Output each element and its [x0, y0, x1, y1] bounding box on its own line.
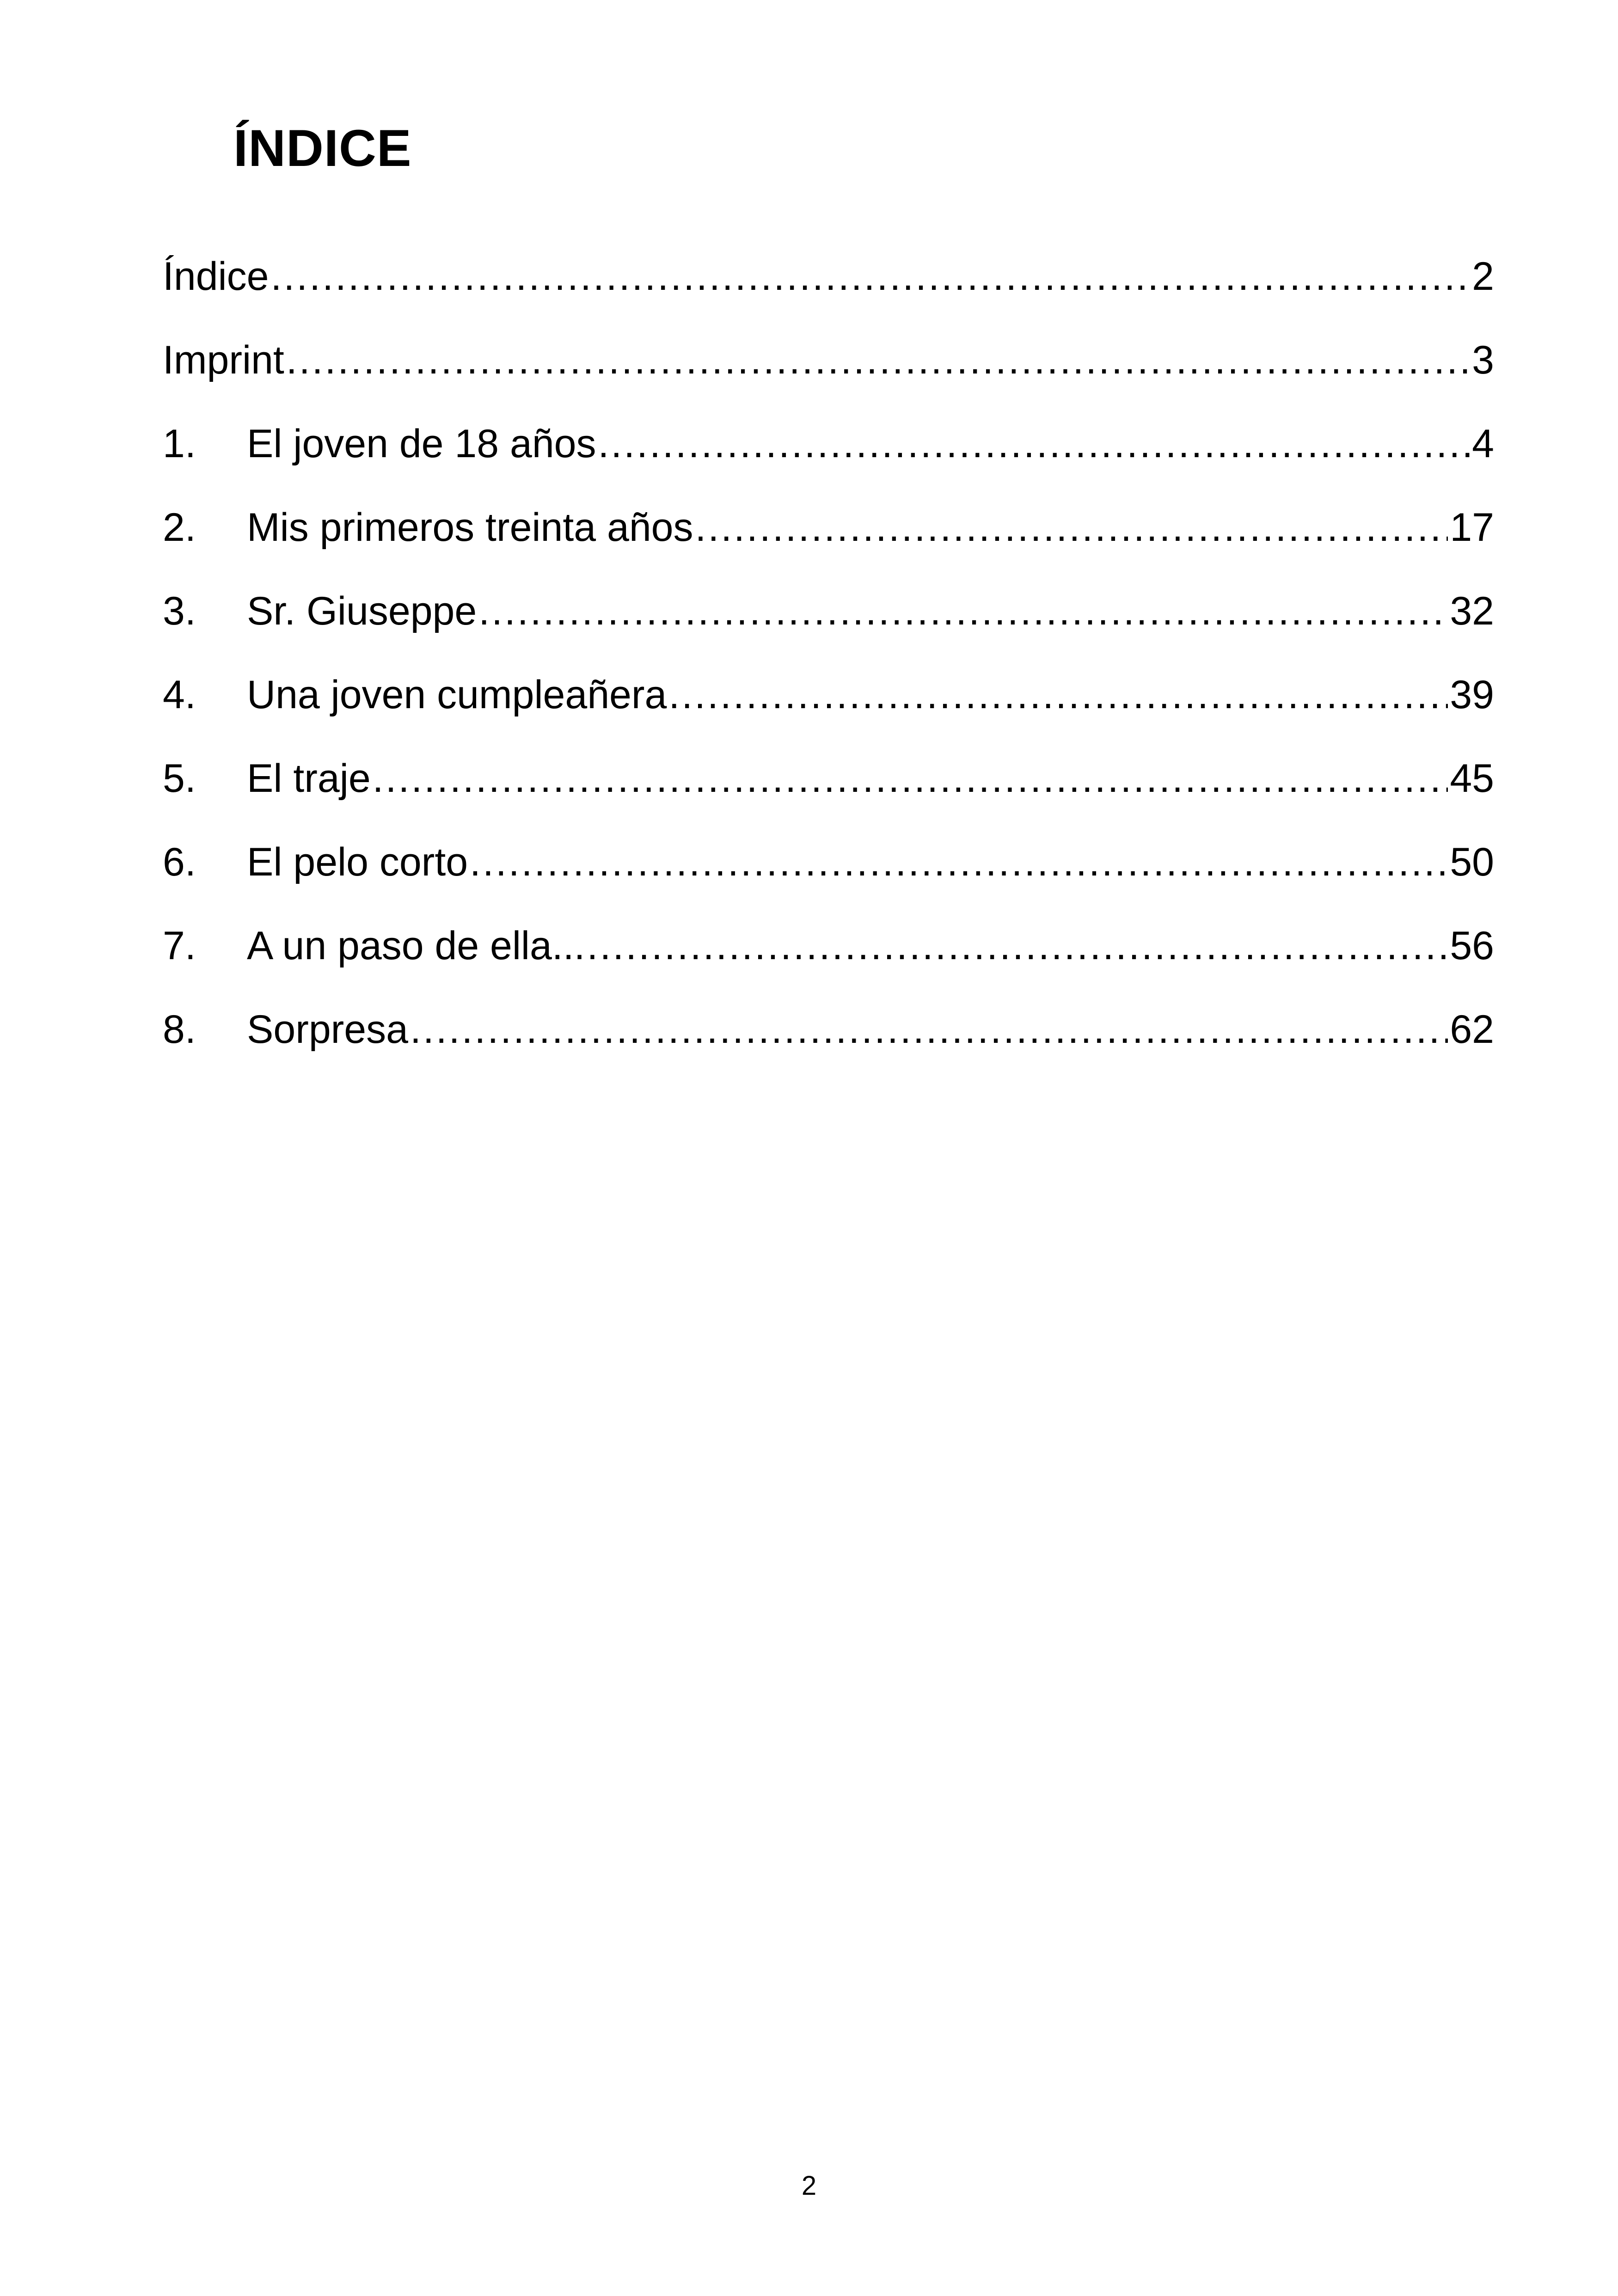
toc-entry-title: Sorpresa	[247, 1007, 408, 1052]
toc-entry-number: 3.	[163, 589, 196, 633]
toc-entry-title: El pelo corto	[247, 840, 468, 884]
toc-dot-leader	[587, 926, 1448, 966]
toc-entry-page: 62	[1450, 1007, 1494, 1052]
toc-entry-number: 6.	[163, 840, 196, 884]
toc-entry-title: El traje	[247, 756, 371, 801]
toc-entry-number: 7.	[163, 924, 196, 968]
toc-entry-page: 50	[1450, 840, 1494, 884]
toc-entry[interactable]	[163, 926, 1494, 1010]
toc-entry[interactable]	[163, 505, 1494, 591]
toc-entry[interactable]	[163, 756, 1494, 842]
toc-entry-page: 4	[1472, 422, 1494, 466]
toc-entry-title: Índice	[163, 254, 269, 299]
toc-dot-leader	[271, 257, 1471, 296]
toc-entry[interactable]	[163, 591, 1494, 675]
page-title: ÍNDICE	[233, 119, 412, 177]
toc-entry[interactable]	[163, 340, 1494, 424]
toc-entry[interactable]	[163, 254, 1494, 340]
table-of-contents	[163, 254, 1494, 1093]
toc-entry-title: A un paso de ella...	[247, 924, 585, 968]
toc-entry-page: 56	[1450, 924, 1494, 968]
toc-dot-leader	[286, 340, 1470, 380]
toc-entry-title: Una joven cumpleañera	[247, 673, 667, 717]
toc-entry-page: 39	[1450, 673, 1494, 717]
toc-dot-leader	[410, 1010, 1448, 1049]
toc-entry-number: 1.	[163, 422, 196, 466]
toc-entry-title: El joven de 18 años	[247, 422, 596, 466]
toc-entry-title: Sr. Giuseppe	[247, 589, 477, 633]
toc-entry[interactable]	[163, 424, 1494, 508]
toc-entry-page: 3	[1472, 338, 1494, 382]
toc-entry-title: Imprint	[163, 338, 284, 382]
toc-dot-leader	[598, 424, 1470, 464]
footer-page-number: 2	[801, 2171, 817, 2201]
toc-entry[interactable]	[163, 842, 1494, 926]
toc-entry-page: 32	[1450, 589, 1494, 633]
toc-entry[interactable]	[163, 1007, 1494, 1093]
toc-entry-page: 45	[1450, 756, 1494, 801]
toc-entry-number: 8.	[163, 1007, 196, 1052]
toc-dot-leader	[470, 842, 1448, 882]
toc-entry-number: 4.	[163, 673, 196, 717]
toc-dot-leader	[478, 591, 1448, 631]
toc-entry-page: 2	[1472, 254, 1494, 299]
toc-dot-leader	[373, 759, 1448, 798]
toc-entry-title: Mis primeros treinta años	[247, 505, 693, 550]
toc-entry[interactable]	[163, 675, 1494, 759]
toc-entry-number: 2.	[163, 505, 196, 550]
toc-dot-leader	[695, 508, 1448, 547]
toc-entry-number: 5.	[163, 756, 196, 801]
toc-entry-page: 17	[1450, 505, 1494, 550]
toc-dot-leader	[668, 675, 1448, 715]
